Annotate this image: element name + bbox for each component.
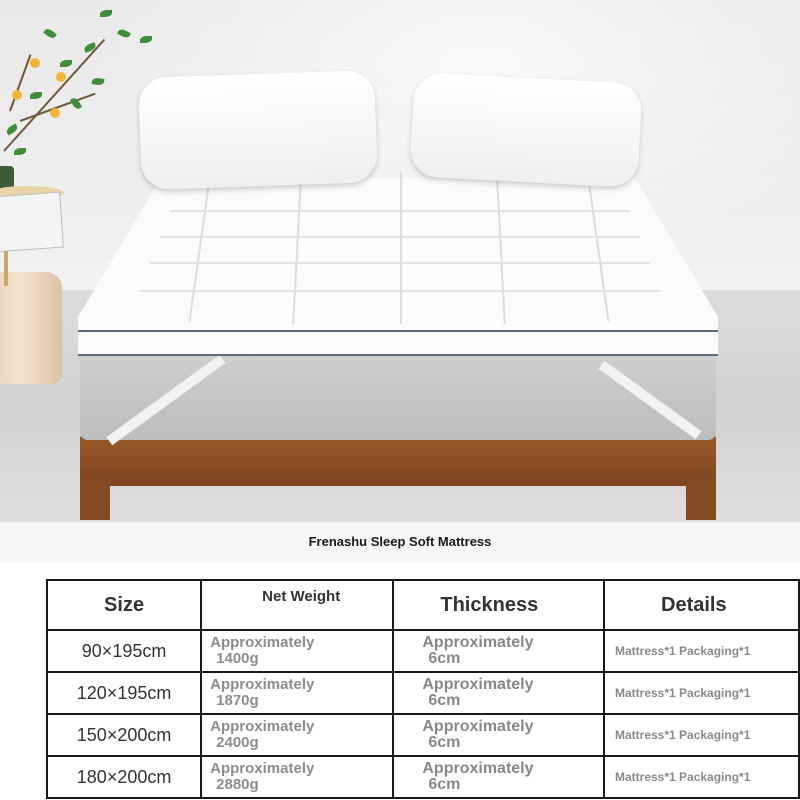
thickness-cell bbox=[393, 672, 604, 714]
weight-cell bbox=[201, 630, 393, 672]
weight-cell bbox=[201, 672, 393, 714]
details-cell: Mattress*1 Packaging*1 bbox=[604, 756, 799, 798]
size-cell: 90×195cm bbox=[47, 630, 201, 672]
size-cell: 150×200cm bbox=[47, 714, 201, 756]
table-row bbox=[47, 756, 799, 798]
details-cell: Mattress*1 Packaging*1 bbox=[604, 714, 799, 756]
thickness-value: 6cm bbox=[428, 734, 461, 751]
thickness-prefix: Approximately bbox=[422, 634, 534, 651]
thickness-prefix: Approximately bbox=[422, 676, 534, 693]
weight-value: 2880g bbox=[216, 776, 259, 793]
thickness-value: 6cm bbox=[428, 650, 461, 667]
header-net-weight: Net Weight bbox=[201, 580, 393, 630]
weight-prefix: Approximately bbox=[210, 676, 315, 693]
thickness-cell bbox=[393, 714, 604, 756]
header-thickness: Thickness bbox=[393, 580, 604, 630]
details-cell: Mattress*1 Packaging*1 bbox=[604, 672, 799, 714]
weight-value: 2400g bbox=[216, 734, 259, 751]
weight-value: 1400g bbox=[216, 650, 259, 667]
header-size: Size bbox=[47, 580, 201, 630]
details-cell: Mattress*1 Packaging*1 bbox=[604, 630, 799, 672]
table-row bbox=[47, 672, 799, 714]
size-cell: 180×200cm bbox=[47, 756, 201, 798]
thickness-cell bbox=[393, 630, 604, 672]
weight-cell bbox=[201, 714, 393, 756]
thickness-prefix: Approximately bbox=[422, 718, 534, 735]
thickness-prefix: Approximately bbox=[422, 760, 534, 777]
table-row bbox=[47, 714, 799, 756]
size-cell: 120×195cm bbox=[47, 672, 201, 714]
thickness-value: 6cm bbox=[428, 776, 461, 793]
weight-value: 1870g bbox=[216, 692, 259, 709]
header-details: Details bbox=[604, 580, 799, 630]
weight-prefix: Approximately bbox=[210, 718, 315, 735]
weight-prefix: Approximately bbox=[210, 760, 315, 777]
table-header-row bbox=[47, 580, 799, 630]
weight-prefix: Approximately bbox=[210, 634, 315, 651]
product-caption: Frenashu Sleep Soft Mattress bbox=[0, 522, 800, 562]
pillow-icon bbox=[138, 70, 378, 190]
thickness-cell bbox=[393, 756, 604, 798]
spec-table bbox=[46, 579, 800, 799]
table-row bbox=[47, 630, 799, 672]
weight-cell bbox=[201, 756, 393, 798]
pillow-icon bbox=[409, 72, 642, 188]
thickness-value: 6cm bbox=[428, 692, 461, 709]
